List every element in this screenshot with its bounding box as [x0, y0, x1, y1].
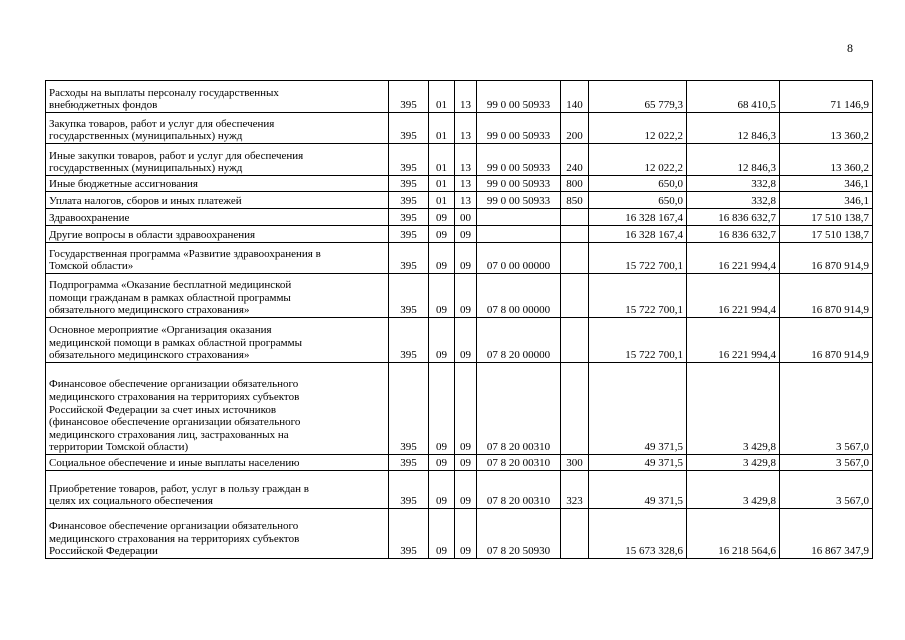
row-name: Расходы на выплаты персоналу государственных внебюджетных фондов: [46, 81, 389, 113]
cell-amount-1: 16 328 167,4: [589, 226, 687, 243]
cell-grbs: 395: [389, 363, 429, 455]
cell-expense-type: 240: [561, 144, 589, 176]
cell-amount-1: 49 371,5: [589, 471, 687, 509]
cell-expense-type: [561, 226, 589, 243]
cell-amount-2: 16 221 994,4: [687, 274, 780, 318]
cell-grbs: 395: [389, 455, 429, 471]
cell-subsection: 09: [455, 274, 477, 318]
cell-target-code: 07 0 00 00000: [477, 243, 561, 274]
cell-target-code: 99 0 00 50933: [477, 144, 561, 176]
cell-subsection: 09: [455, 226, 477, 243]
cell-subsection: 09: [455, 318, 477, 363]
cell-expense-type: [561, 363, 589, 455]
cell-subsection: 13: [455, 81, 477, 113]
table-row: [46, 113, 873, 144]
cell-section: 09: [429, 274, 455, 318]
cell-subsection: 09: [455, 363, 477, 455]
table-row: [46, 226, 873, 243]
table-row: [46, 192, 873, 209]
cell-expense-type: [561, 274, 589, 318]
cell-amount-3: 17 510 138,7: [780, 209, 873, 226]
cell-section: 09: [429, 471, 455, 509]
cell-target-code: 07 8 20 50930: [477, 509, 561, 559]
cell-subsection: 13: [455, 176, 477, 192]
cell-amount-3: 3 567,0: [780, 363, 873, 455]
row-name: Финансовое обеспечение организации обязательного медицинского страхования на территориях субъектов Российской Федерации за счет иных источников (финансовое обеспечение организации обязательного медицинского страхования лиц, застрахованных на территории Томской области): [46, 363, 389, 455]
cell-grbs: 395: [389, 243, 429, 274]
cell-amount-3: 13 360,2: [780, 113, 873, 144]
cell-target-code: 99 0 00 50933: [477, 113, 561, 144]
cell-section: 09: [429, 455, 455, 471]
cell-amount-1: 65 779,3: [589, 81, 687, 113]
cell-amount-3: 16 867 347,9: [780, 509, 873, 559]
budget-table: [45, 80, 873, 559]
cell-expense-type: 200: [561, 113, 589, 144]
row-name: Социальное обеспечение и иные выплаты населению: [46, 455, 389, 471]
row-name: Приобретение товаров, работ, услуг в пользу граждан в целях их социального обеспечения: [46, 471, 389, 509]
cell-section: 01: [429, 192, 455, 209]
cell-amount-2: 3 429,8: [687, 455, 780, 471]
table-row: [46, 455, 873, 471]
cell-grbs: 395: [389, 226, 429, 243]
cell-amount-1: 12 022,2: [589, 113, 687, 144]
table-row: [46, 363, 873, 455]
cell-amount-3: 346,1: [780, 192, 873, 209]
cell-amount-1: 15 722 700,1: [589, 318, 687, 363]
cell-target-code: 99 0 00 50933: [477, 192, 561, 209]
cell-expense-type: 140: [561, 81, 589, 113]
cell-grbs: 395: [389, 113, 429, 144]
cell-amount-1: 16 328 167,4: [589, 209, 687, 226]
table-row: [46, 243, 873, 274]
cell-amount-2: 12 846,3: [687, 113, 780, 144]
row-name: Иные закупки товаров, работ и услуг для обеспечения государственных (муниципальных) нужд: [46, 144, 389, 176]
cell-amount-1: 15 673 328,6: [589, 509, 687, 559]
cell-amount-3: 16 870 914,9: [780, 274, 873, 318]
cell-amount-2: 3 429,8: [687, 363, 780, 455]
cell-grbs: 395: [389, 471, 429, 509]
cell-subsection: 13: [455, 113, 477, 144]
cell-section: 01: [429, 176, 455, 192]
cell-amount-3: 16 870 914,9: [780, 318, 873, 363]
cell-target-code: 07 8 20 00310: [477, 455, 561, 471]
cell-subsection: 09: [455, 243, 477, 274]
cell-section: 01: [429, 113, 455, 144]
table-row: [46, 209, 873, 226]
cell-section: 09: [429, 318, 455, 363]
cell-grbs: 395: [389, 192, 429, 209]
cell-expense-type: 850: [561, 192, 589, 209]
cell-section: 09: [429, 243, 455, 274]
cell-expense-type: [561, 509, 589, 559]
table-row: [46, 318, 873, 363]
cell-target-code: 07 8 00 00000: [477, 274, 561, 318]
cell-amount-1: 15 722 700,1: [589, 243, 687, 274]
cell-amount-3: 3 567,0: [780, 455, 873, 471]
cell-target-code: 99 0 00 50933: [477, 81, 561, 113]
row-name: Финансовое обеспечение организации обязательного медицинского страхования на территориях субъектов Российской Федерации: [46, 509, 389, 559]
cell-amount-3: 13 360,2: [780, 144, 873, 176]
cell-amount-2: 16 836 632,7: [687, 226, 780, 243]
table-row: [46, 81, 873, 113]
cell-amount-3: 3 567,0: [780, 471, 873, 509]
cell-amount-1: 650,0: [589, 176, 687, 192]
cell-expense-type: 300: [561, 455, 589, 471]
cell-amount-2: 332,8: [687, 192, 780, 209]
cell-expense-type: 800: [561, 176, 589, 192]
cell-expense-type: [561, 318, 589, 363]
table-row: [46, 471, 873, 509]
cell-target-code: 07 8 20 00310: [477, 471, 561, 509]
cell-section: 01: [429, 144, 455, 176]
table-row: [46, 509, 873, 559]
cell-subsection: 00: [455, 209, 477, 226]
cell-amount-3: 16 870 914,9: [780, 243, 873, 274]
row-name: Другие вопросы в области здравоохранения: [46, 226, 389, 243]
cell-section: 01: [429, 81, 455, 113]
cell-section: 09: [429, 226, 455, 243]
table-body: [46, 81, 873, 559]
cell-amount-2: 16 221 994,4: [687, 243, 780, 274]
cell-amount-2: 16 218 564,6: [687, 509, 780, 559]
cell-amount-1: 49 371,5: [589, 455, 687, 471]
cell-section: 09: [429, 509, 455, 559]
cell-grbs: 395: [389, 274, 429, 318]
cell-amount-2: 16 221 994,4: [687, 318, 780, 363]
cell-amount-1: 15 722 700,1: [589, 274, 687, 318]
cell-amount-1: 12 022,2: [589, 144, 687, 176]
cell-grbs: 395: [389, 144, 429, 176]
cell-subsection: 09: [455, 455, 477, 471]
cell-amount-2: 332,8: [687, 176, 780, 192]
cell-expense-type: 323: [561, 471, 589, 509]
cell-amount-3: 346,1: [780, 176, 873, 192]
row-name: Государственная программа «Развитие здравоохранения в Томской области»: [46, 243, 389, 274]
page-number: 8: [847, 41, 853, 55]
cell-subsection: 09: [455, 471, 477, 509]
cell-section: 09: [429, 209, 455, 226]
cell-amount-3: 17 510 138,7: [780, 226, 873, 243]
cell-amount-2: 3 429,8: [687, 471, 780, 509]
table-row: [46, 176, 873, 192]
cell-subsection: 13: [455, 192, 477, 209]
cell-target-code: 07 8 20 00000: [477, 318, 561, 363]
cell-grbs: 395: [389, 209, 429, 226]
cell-target-code: 07 8 20 00310: [477, 363, 561, 455]
cell-subsection: 09: [455, 509, 477, 559]
row-name: Здравоохранение: [46, 209, 389, 226]
cell-grbs: 395: [389, 176, 429, 192]
cell-grbs: 395: [389, 318, 429, 363]
cell-target-code: [477, 226, 561, 243]
cell-amount-2: 68 410,5: [687, 81, 780, 113]
cell-expense-type: [561, 209, 589, 226]
row-name: Иные бюджетные ассигнования: [46, 176, 389, 192]
cell-grbs: 395: [389, 509, 429, 559]
row-name: Подпрограмма «Оказание бесплатной медицинской помощи гражданам в рамках областной программы обязательного медицинского страхования»: [46, 274, 389, 318]
cell-target-code: [477, 209, 561, 226]
cell-amount-1: 49 371,5: [589, 363, 687, 455]
cell-section: 09: [429, 363, 455, 455]
cell-amount-3: 71 146,9: [780, 81, 873, 113]
cell-amount-2: 16 836 632,7: [687, 209, 780, 226]
cell-amount-1: 650,0: [589, 192, 687, 209]
cell-subsection: 13: [455, 144, 477, 176]
cell-expense-type: [561, 243, 589, 274]
row-name: Закупка товаров, работ и услуг для обеспечения государственных (муниципальных) нужд: [46, 113, 389, 144]
table-row: [46, 144, 873, 176]
row-name: Основное мероприятие «Организация оказания медицинской помощи в рамках областной программы обязательного медицинского страхования»: [46, 318, 389, 363]
table-row: [46, 274, 873, 318]
cell-target-code: 99 0 00 50933: [477, 176, 561, 192]
cell-grbs: 395: [389, 81, 429, 113]
cell-amount-2: 12 846,3: [687, 144, 780, 176]
row-name: Уплата налогов, сборов и иных платежей: [46, 192, 389, 209]
